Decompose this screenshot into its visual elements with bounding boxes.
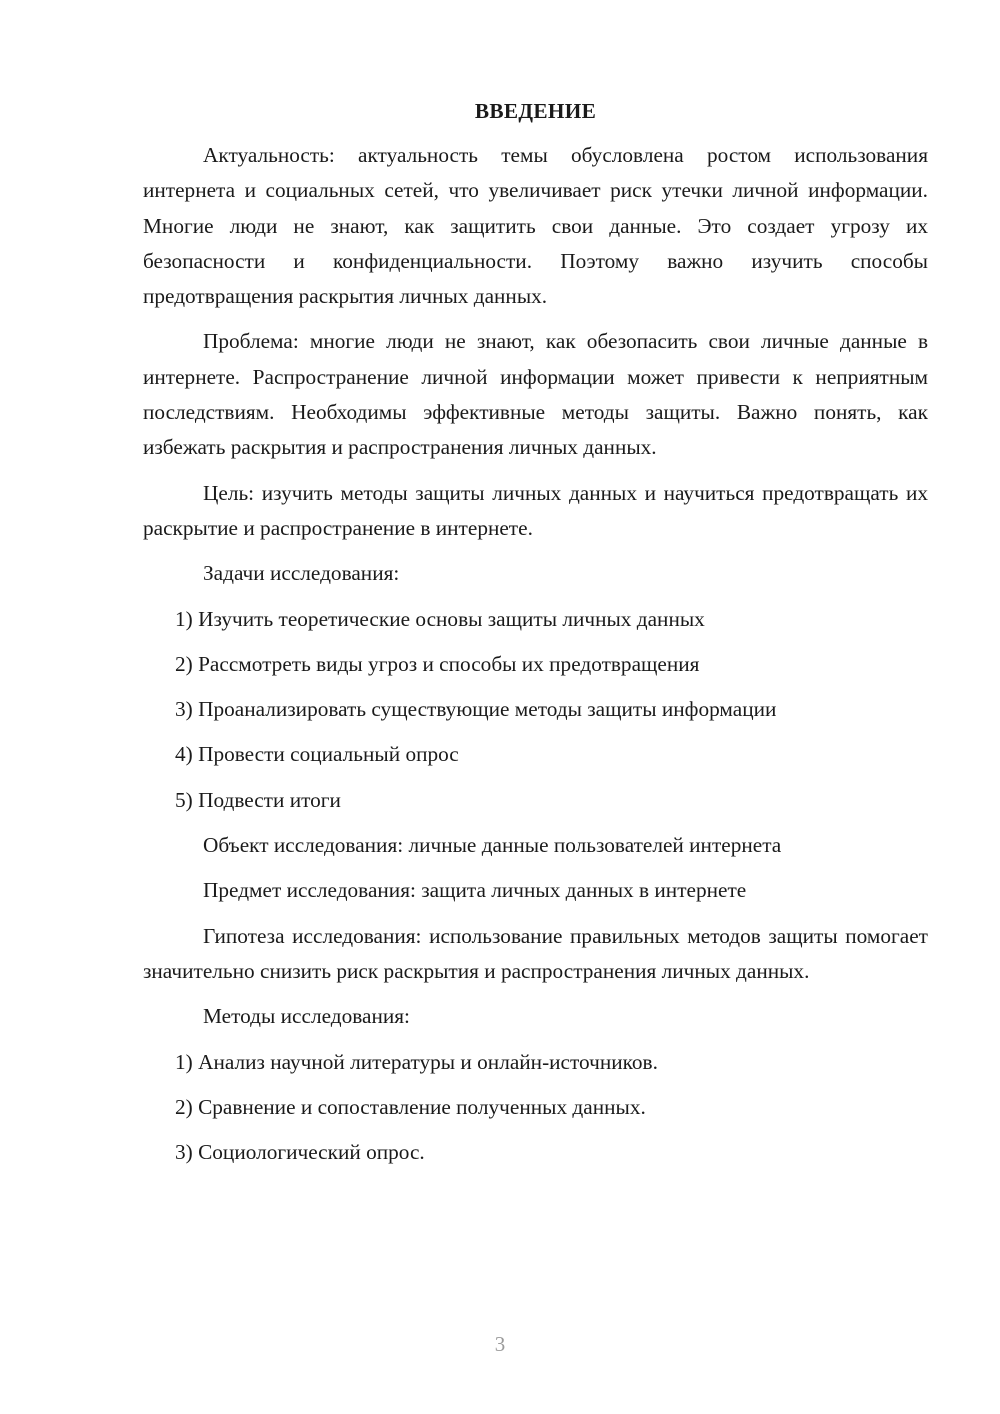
list-item: 1) Анализ научной литературы и онлайн-источников. xyxy=(175,1049,658,1074)
relevance-paragraph: Актуальность: актуальность темы обусловлена ростом использования интернета и социальных сетей, что увеличивает риск утечки личной информации. Многие люди не знают, как защитить свои данные. Это создает угрозу их безопасности и конфиденциальности. Поэтому важно изучить способы предотвращения раскрытия личных данных. xyxy=(143,143,928,309)
page-number: 3 xyxy=(494,1332,506,1356)
tasks-label: Задачи исследования: xyxy=(203,561,400,586)
tasks-list xyxy=(143,602,928,818)
document-page xyxy=(143,96,928,1180)
list-item: 3) Проанализировать существующие методы защиты информации xyxy=(175,697,777,722)
goal-paragraph: Цель: изучить методы защиты личных данных и научиться предотвращать их раскрытие и распространение в интернете. xyxy=(143,480,928,540)
methods-label: Методы исследования: xyxy=(203,1004,410,1029)
list-item: 2) Рассмотреть виды угроз и способы их предотвращения xyxy=(175,651,700,676)
list-item: 1) Изучить теоретические основы защиты личных данных xyxy=(175,606,705,631)
problem-paragraph: Проблема: многие люди не знают, как обезопасить свои личные данные в интернете. Распространение личной информации может привести к неприятным последствиям. Необходимы эффективные методы защиты. Важно понять, как избежать раскрытия и распространения личных данных. xyxy=(143,329,928,460)
list-item: 2) Сравнение и сопоставление полученных данных. xyxy=(175,1094,646,1119)
object-paragraph: Объект исследования: личные данные пользователей интернета xyxy=(203,833,782,858)
hypothesis-paragraph: Гипотеза исследования: использование правильных методов защиты помогает значительно снизить риск раскрытия и распространения личных данных. xyxy=(143,923,928,983)
section-heading: ВВЕДЕНИЕ xyxy=(474,99,597,123)
list-item: 4) Провести социальный опрос xyxy=(175,742,459,767)
list-item: 3) Социологический опрос. xyxy=(175,1140,425,1165)
list-item: 5) Подвести итоги xyxy=(175,787,341,812)
methods-list xyxy=(143,1045,928,1171)
subject-paragraph: Предмет исследования: защита личных данных в интернете xyxy=(203,878,747,903)
